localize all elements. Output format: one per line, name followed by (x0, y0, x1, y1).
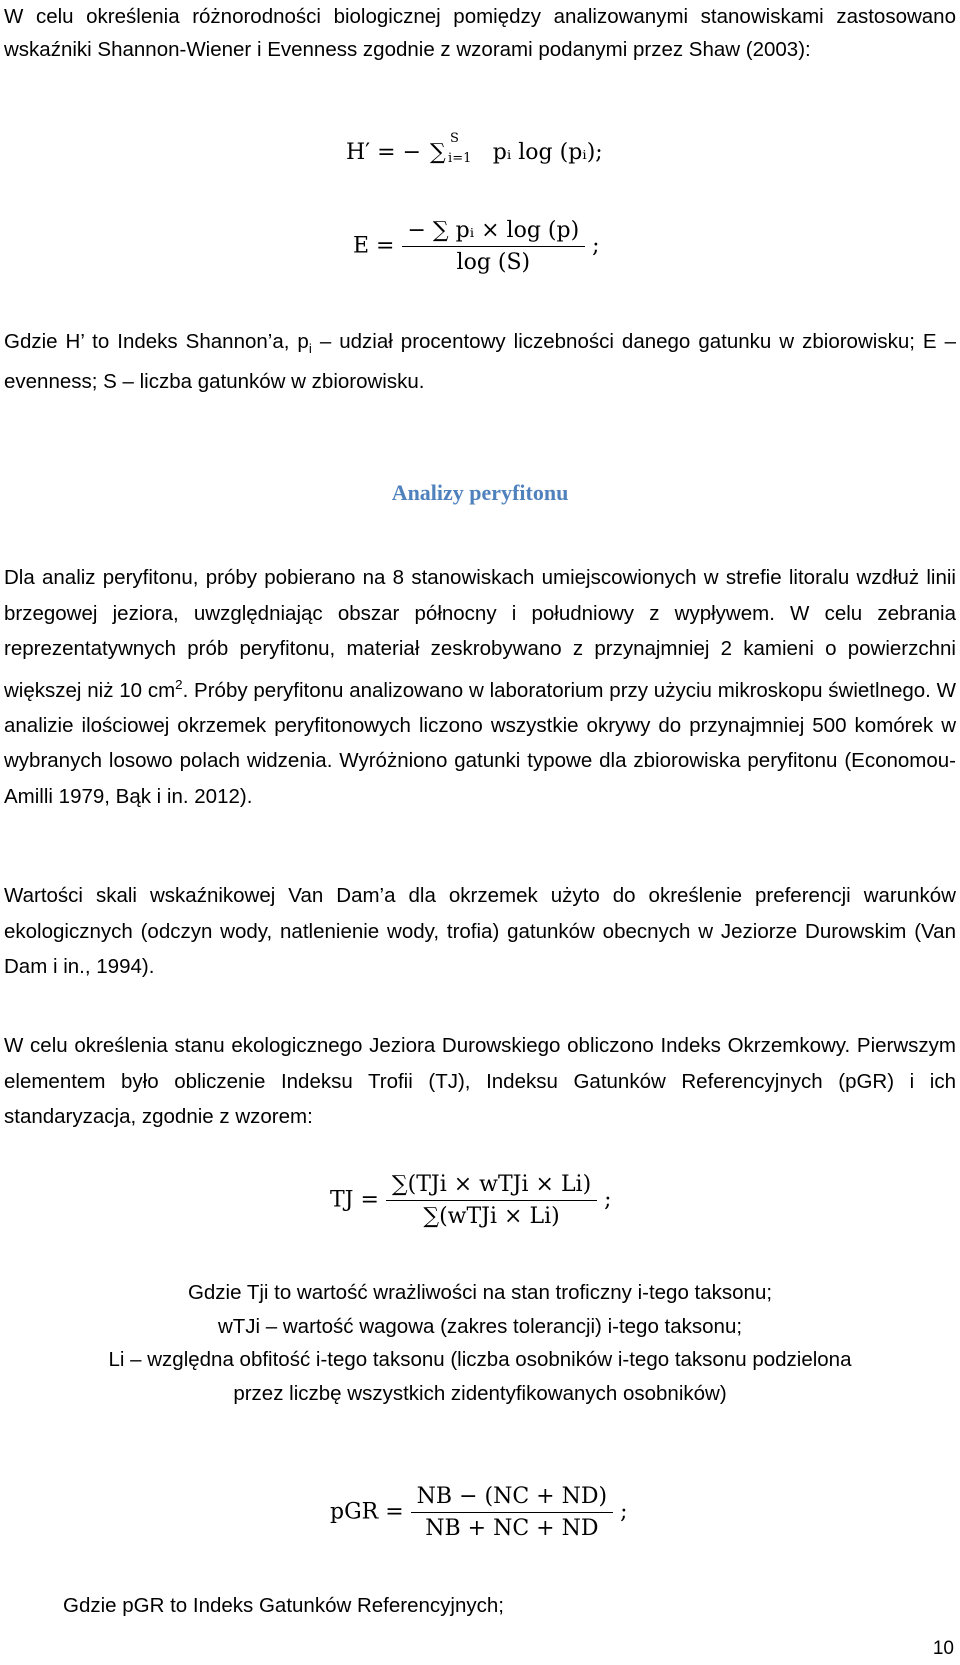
tj-equation (330, 1172, 612, 1229)
tj-legend (0, 1276, 960, 1410)
evenness-lhs: E = (353, 233, 395, 259)
vandam-paragraph (4, 878, 956, 985)
definitions-subscript: i (308, 341, 312, 357)
pgr-lhs: pGR = (330, 1499, 404, 1525)
evenness-tail: ; (592, 233, 600, 259)
page-number: 10 (932, 1638, 954, 1659)
pgr-numerator: NB − (NC + ND) (411, 1484, 613, 1513)
shannon-sum-upper: S (450, 131, 459, 146)
tj-tail: ; (604, 1187, 612, 1213)
definitions-text-1: Gdzie H’ to Indeks Shannon’a, p (4, 330, 309, 353)
shannon-sum-symbol: ∑ (430, 140, 446, 165)
tj-fraction (386, 1172, 597, 1229)
definitions-paragraph (4, 325, 956, 398)
tj-legend-line: Gdzie Tji to wartość wrażliwości na stan troficzny i-tego taksonu; (187, 1281, 773, 1304)
shannon-sum-lower: i=1 (448, 151, 472, 166)
tj-legend-line: przez liczbę wszystkich zidentyfikowanych osobników) (233, 1381, 727, 1405)
index-text: W celu określenia stanu ekologicznego Jeziora Durowskiego obliczono Indeks Okrzemkowy. Pierwszym elementem było obliczenie Indeksu Trofii (TJ), Indeksu Gatunków Referencyjnych (pGR) i ich standaryzacja, zgodnie z wzorem: (4, 1034, 956, 1128)
evenness-numerator: − ∑ pᵢ × log (p) (402, 218, 586, 247)
shannon-body: pᵢ log (pᵢ); (492, 140, 603, 165)
pgr-fraction (411, 1484, 613, 1541)
tj-numerator: ∑(TJi × wTJi × Li) (386, 1172, 597, 1201)
pgr-equation (330, 1484, 627, 1541)
index-paragraph (4, 1028, 956, 1135)
section-heading: Analizy peryfitonu (391, 480, 569, 505)
methods-superscript: 2 (175, 676, 183, 692)
tj-legend-line: wTJi – wartość wagowa (zakres tolerancji) i-tego taksonu; (217, 1314, 743, 1338)
shannon-equation (346, 131, 603, 166)
methods-text-2: . Próby peryfitonu analizowano w laboratorium przy użyciu mikroskopu świetlnego. W analizie ilościowej okrzemek peryfitonowych liczono wszystkie okrywy do przynajmniej 500 komórek w wybranych losowo polach widzenia. Wyróżniono gatunki typowe dla zbiorowiska peryfitonu (Economou-Amilli 1979, Bąk i in. 2012). (4, 678, 956, 808)
pgr-denominator: NB + NC + ND (425, 1516, 599, 1541)
pgr-legend-text: Gdzie pGR to Indeks Gatunków Referencyjnych; (63, 1594, 504, 1617)
tj-lhs: TJ = (330, 1187, 379, 1213)
pgr-tail: ; (620, 1499, 628, 1525)
tj-legend-line: Li – względna obfitość i-tego taksonu (liczba osobników i-tego taksonu podzielona (108, 1348, 852, 1371)
evenness-equation (353, 218, 600, 275)
definitions-text-2: – udział procentowy liczebności danego gatunku w zbiorowisku; E – evenness; S – liczba gatunków w zbiorowisku. (4, 330, 957, 394)
evenness-fraction (402, 218, 586, 275)
methods-text-1: Dla analiz peryfitonu, próby pobierano na 8 stanowiskach umiejscowionych w strefie litoralu wzdłuż linii brzegowej jeziora, uwzględniając obszar północny i południowy z wypływem. W celu zebrania reprezentatywnych prób peryfitonu, materiał zeskrobywano z przynajmniej 2 kamieni o powierzchni większej niż 10 cm (4, 566, 956, 702)
tj-denominator: ∑(wTJi × Li) (423, 1204, 560, 1229)
methods-paragraph (4, 560, 956, 814)
evenness-denominator: log (S) (456, 250, 531, 275)
shannon-lhs: H′ = − (346, 140, 422, 165)
vandam-text: Wartości skali wskaźnikowej Van Dam’a dla okrzemek użyto do określenie preferencji warunków ekologicznych (odczyn wody, natlenienie wody, trofia) gatunków obecnych w Jeziorze Durowskim (Van Dam i in., 1994). (4, 884, 956, 978)
intro-text: W celu określenia różnorodności biologicznej pomiędzy analizowanymi stanowiskami zastosowano wskaźniki Shannon-Wiener i Evenness zgodnie z wzorami podanymi przez Shaw (2003): (4, 5, 956, 61)
intro-paragraph (4, 0, 956, 66)
pgr-legend (63, 1588, 923, 1624)
